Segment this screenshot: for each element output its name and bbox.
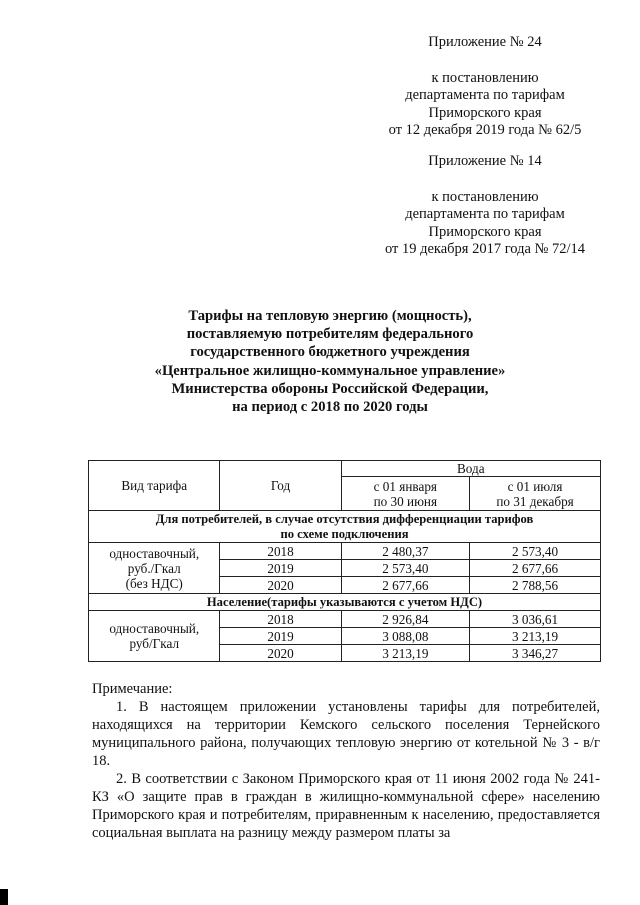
title-line: «Центральное жилищно-коммунальное управление» bbox=[154, 362, 506, 379]
period-line: с 01 июля bbox=[507, 478, 563, 494]
document-title bbox=[120, 307, 540, 416]
value-cell: 2 677,66 bbox=[470, 560, 601, 577]
title-line: поставляемую потребителям федерального bbox=[186, 326, 474, 343]
value-cell: 2 573,40 bbox=[470, 543, 601, 560]
year-cell: 2019 bbox=[220, 628, 341, 645]
header-line: департамента по тарифам bbox=[405, 87, 565, 104]
col-header-year: Год bbox=[220, 461, 341, 511]
header-line: департамента по тарифам bbox=[405, 206, 565, 223]
col-header-period-1 bbox=[341, 477, 470, 511]
tariff-type-line: одноставочный, bbox=[109, 545, 200, 561]
table-row bbox=[89, 611, 601, 628]
section-heading bbox=[89, 511, 601, 543]
scan-corner-mark bbox=[0, 889, 8, 905]
table-row bbox=[89, 543, 601, 560]
appendix-header-24 bbox=[370, 34, 600, 140]
value-cell: 2 573,40 bbox=[341, 560, 470, 577]
value-cell: 3 088,08 bbox=[341, 628, 470, 645]
period-line: по 30 июня bbox=[373, 493, 438, 509]
value-cell: 2 677,66 bbox=[341, 577, 470, 594]
title-line: Министерства обороны Российской Федерации, bbox=[171, 380, 489, 397]
value-cell: 3 213,19 bbox=[470, 628, 601, 645]
tariff-type-line: (без НДС) bbox=[125, 575, 183, 591]
value-cell: 3 213,19 bbox=[341, 645, 470, 662]
period-line: с 01 января bbox=[373, 478, 437, 494]
header-line: к постановлению bbox=[431, 188, 539, 205]
value-cell: 2 788,56 bbox=[470, 577, 601, 594]
tariff-type-line: одноставочный, bbox=[109, 621, 200, 636]
title-line: на период с 2018 по 2020 годы bbox=[232, 399, 428, 416]
section-heading: Население(тарифы указываются с учетом НДС) bbox=[89, 594, 601, 611]
header-line: от 19 декабря 2017 года № 72/14 bbox=[384, 241, 586, 258]
title-line: государственного бюджетного учреждения bbox=[190, 344, 470, 361]
tariff-type-cell bbox=[89, 611, 220, 662]
tariff-type-line: руб./Гкал bbox=[127, 560, 181, 576]
value-cell: 2 480,37 bbox=[341, 543, 470, 560]
col-header-tariff: Вид тарифа bbox=[89, 461, 220, 511]
tariff-table bbox=[88, 460, 601, 662]
appendix-number: Приложение № 14 bbox=[428, 153, 542, 169]
tariff-type-cell bbox=[89, 543, 220, 594]
col-header-water: Вода bbox=[341, 461, 600, 477]
section-line: по схеме подключения bbox=[280, 526, 409, 541]
period-line: по 31 декабря bbox=[496, 493, 574, 509]
title-line: Тарифы на тепловую энергию (мощность), bbox=[188, 308, 472, 324]
value-cell: 2 926,84 bbox=[341, 611, 470, 628]
header-line: от 12 декабря 2019 года № 62/5 bbox=[388, 122, 582, 139]
header-line: Приморского края bbox=[428, 104, 542, 121]
notes-section bbox=[92, 680, 600, 842]
notes-heading: Примечание: bbox=[92, 681, 173, 697]
year-cell: 2018 bbox=[220, 611, 341, 628]
col-header-period-2 bbox=[470, 477, 601, 511]
year-cell: 2019 bbox=[220, 560, 341, 577]
tariff-type-line: руб/Гкал bbox=[129, 636, 180, 651]
value-cell: 3 036,61 bbox=[470, 611, 601, 628]
year-cell: 2020 bbox=[220, 577, 341, 594]
year-cell: 2018 bbox=[220, 543, 341, 560]
note-paragraph-1: 1. В настоящем приложении установлены тарифы для потребителей, находящихся на территории Кемского сельского поселения Тернейского муниципального района, получающих тепловую энергию от котельной № 3 - в/г 18. bbox=[92, 699, 600, 769]
section-line: Для потребителей, в случае отсутствия дифференциации тарифов bbox=[155, 511, 534, 526]
note-paragraph-2: 2. В соответствии с Законом Приморского края от 11 июня 2002 года № 241-КЗ «О защите прав в граждан в жилищно-коммунальной сфере» населению Приморского края и потребителям, приравненным к населению, предоставляется социальная выплата на разницу между размером платы за bbox=[92, 771, 600, 841]
header-line: к постановлению bbox=[431, 69, 539, 86]
appendix-number: Приложение № 24 bbox=[428, 34, 542, 50]
header-line: Приморского края bbox=[428, 223, 542, 240]
year-cell: 2020 bbox=[220, 645, 341, 662]
appendix-header-14 bbox=[370, 153, 600, 259]
value-cell: 3 346,27 bbox=[470, 645, 601, 662]
